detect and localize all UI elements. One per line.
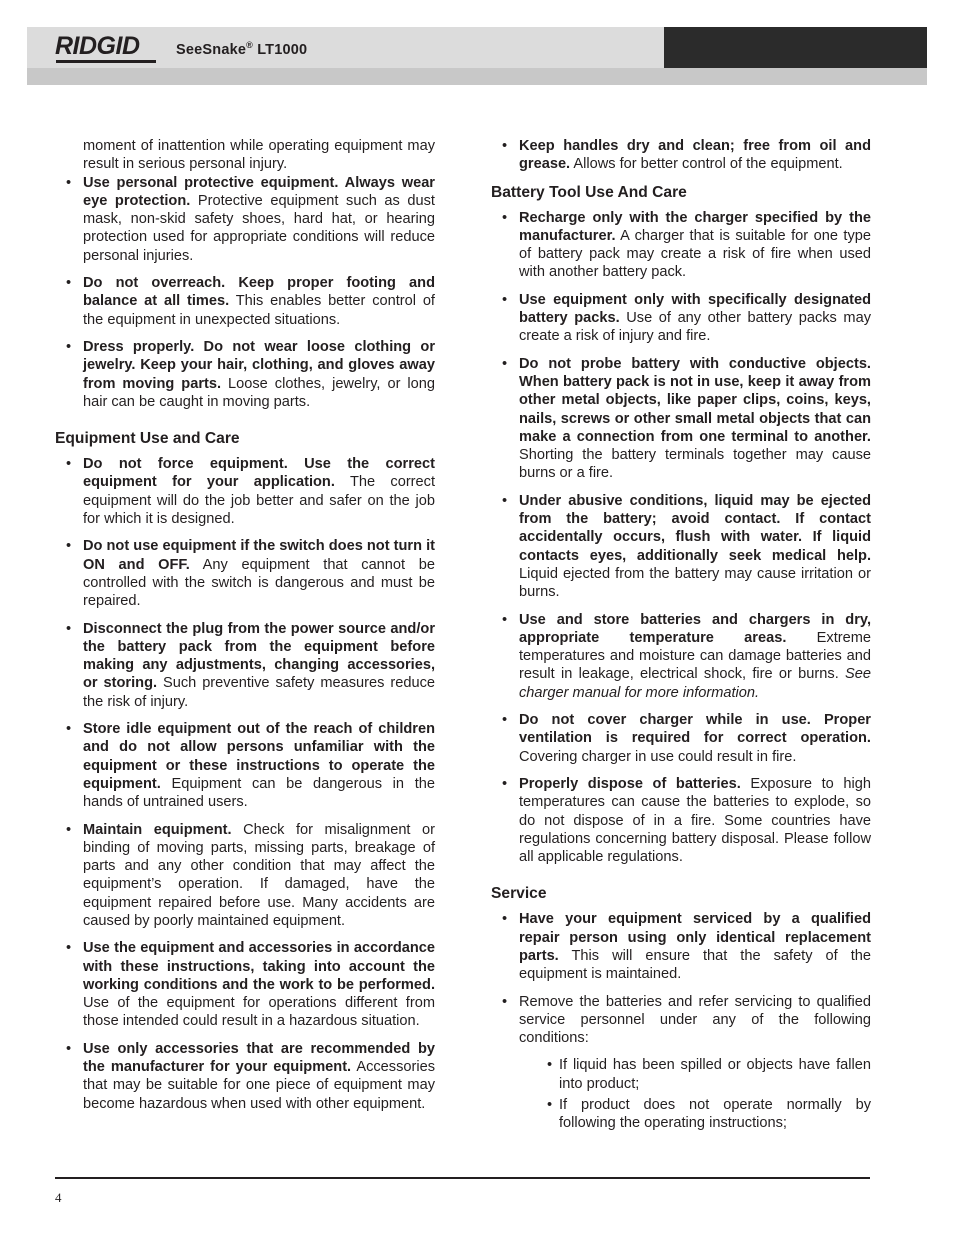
item-bold: Use only accessories that are recommended by the manufacturer for your equipment. [83,1040,435,1076]
item-text: Protective equipment such as dust mask, non-skid safety shoes, hard hat, or hearing protection used for appropriate conditions will reduce personal injuries. [83,192,435,264]
list-item [491,209,871,282]
footer-rule [55,1177,870,1179]
item-bold: Use and store batteries and chargers in dry, appropriate temperature areas. [519,611,871,646]
item-bold: Recharge only with the charger specified by the manufacturer. [519,209,871,244]
item-bold: Disconnect the plug from the power source and/or the battery pack from the equipment before making any adjustments, changing accessories, or storing. [83,620,435,692]
list-item [491,993,871,1133]
list-item [491,492,871,602]
item-text: Any equipment that cannot be controlled with the switch is dangerous and must be repaired. [83,556,435,610]
list-item [55,939,435,1030]
item-bold: Use personal protective equipment. Always wear eye protection. [83,174,435,209]
brand-logo: RIDGID [55,32,140,60]
header-title [176,35,307,60]
section-title-equipment: Equipment Use and Care [55,430,240,448]
item-bold: Do not probe battery with conductive objects. When battery pack is not in use, keep it away from other metal objects, like paper clips, coins, keys, nails, screws or other small metal objects that can make a connection from one terminal to another. [519,355,871,445]
list-item [55,274,435,329]
list-item [55,821,435,931]
item-text: Use of any other battery packs may create a risk of injury and fire. [519,310,871,345]
item-bold: Store idle equipment out of the reach of children and do not allow persons unfamiliar with the equipment or these instructions to operate the equipment. [83,721,435,792]
registered-mark: ® [246,40,253,50]
list-item [491,611,871,702]
item-bold: Do not use equipment if the switch does not turn it ON and OFF. [83,538,435,573]
item-bold: Under abusive conditions, liquid may be ejected from the battery; avoid contact. If contact accidentally occurs, flush with water. If liquid contacts eyes, additionally seek medical help. [519,492,871,564]
list-item [55,1040,435,1113]
item-bold: Properly dispose of batteries. [519,775,741,792]
item-bold: Use the equipment and accessories in accordance with these instructions, taking into account the working conditions and the work to be performed. [83,940,435,993]
item-text: A charger that is suitable for one type of battery pack may create a risk of fire when used with another battery pack. [519,227,871,281]
item-bold: Do not cover charger while in use. Proper ventilation is required for correct operation. [519,712,871,747]
item-text: Equipment can be dangerous in the hands of untrained users. [83,775,435,811]
item-text: Extreme temperatures and moisture can damage batteries and result in leakage, electrical shock, fire or burns. [519,629,872,683]
left-column [55,137,435,1122]
item-italic-note: See charger manual for more information. [519,666,871,701]
page-number: 4 [55,1190,62,1205]
list-item [491,137,871,174]
personal-safety-list [55,174,435,412]
item-text: Loose clothes, jewelry, or long hair can be caught in moving parts. [83,375,436,410]
item-text: Allows for better control of the equipment. [570,156,843,173]
service-list [491,910,871,1132]
sub-list-item: • If liquid has been spilled or objects have fallen into product; [519,1056,871,1093]
list-item [491,910,871,983]
item-text: Such preventive safety measures reduce the risk of injury. [83,675,435,710]
battery-list [491,209,871,867]
list-item [55,338,435,411]
list-item [55,174,435,265]
item-bold: Dress properly. Do not wear loose clothing or jewelry. Keep your hair, clothing, and gloves away from moving parts. [83,338,435,392]
header-strip [27,68,927,85]
intro-text: moment of inattention while operating equipment may result in serious personal injury. [83,138,435,173]
handles-list [491,137,871,174]
item-text: Liquid ejected from the battery may cause irritation or burns. [519,565,871,601]
right-column [491,137,871,1142]
item-bold: Have your equipment serviced by a qualified repair person using only identical replacement parts. [519,911,871,964]
list-item [491,775,871,866]
item-bold: Do not force equipment. Use the correct equipment for your application. [83,456,435,491]
item-text: The correct equipment will do the job better and safer on the job for which it is designed. [83,474,436,528]
header-dark-block [664,27,927,68]
item-text: Remove the batteries and refer servicing to qualified service personnel under any of the following conditions: [519,993,871,1047]
item-text: Accessories that may be suitable for one piece of equipment may become hazardous when used with other equipment. [83,1059,435,1112]
list-item [55,620,435,711]
list-item [55,720,435,811]
list-item [491,355,871,483]
sub-list-item: • If product does not operate normally by following the operating instructions; [519,1096,871,1133]
item-text: Covering charger in use could result in fire. [519,748,797,765]
item-text: Shorting the battery terminals together may cause burns or a fire. [519,447,871,482]
list-item [55,537,435,610]
item-text: This will ensure that the safety of the equipment is maintained. [519,947,871,983]
section-title-service: Service [491,885,547,903]
item-bold: Maintain equipment. [83,821,232,838]
list-item [55,455,435,528]
equipment-list [55,455,435,1113]
model-name: LT1000 [252,41,308,58]
list-item [491,291,871,346]
logo-underline [56,60,156,63]
item-text: Exposure to high temperatures can cause the batteries to explode, so do not dispose of in a fire. Some countries have regulations concerning battery disposal. Please follow all applicable regulations. [519,775,871,866]
list-item [491,711,871,766]
item-bold: Keep handles dry and clean; free from oil and grease. [519,138,871,173]
item-bold: Use equipment only with specifically designated battery packs. [519,291,871,327]
item-bold: Do not overreach. Keep proper footing and balance at all times. [83,275,435,310]
item-text: Check for misalignment or binding of moving parts, missing parts, breakage of parts and any other condition that may affect the equipment’s operation. If damaged, have the equipment repaired before use. Many accidents are caused by poorly maintained equipment. [83,821,435,929]
item-text: This enables better control of the equipment in unexpected situations. [83,293,435,328]
item-text: Use of the equipment for operations different from those intended could result in a hazardous situation. [83,995,435,1030]
service-conditions-list [519,1056,871,1132]
product-name: SeeSnake [176,41,247,58]
section-title-battery: Battery Tool Use And Care [491,183,687,201]
